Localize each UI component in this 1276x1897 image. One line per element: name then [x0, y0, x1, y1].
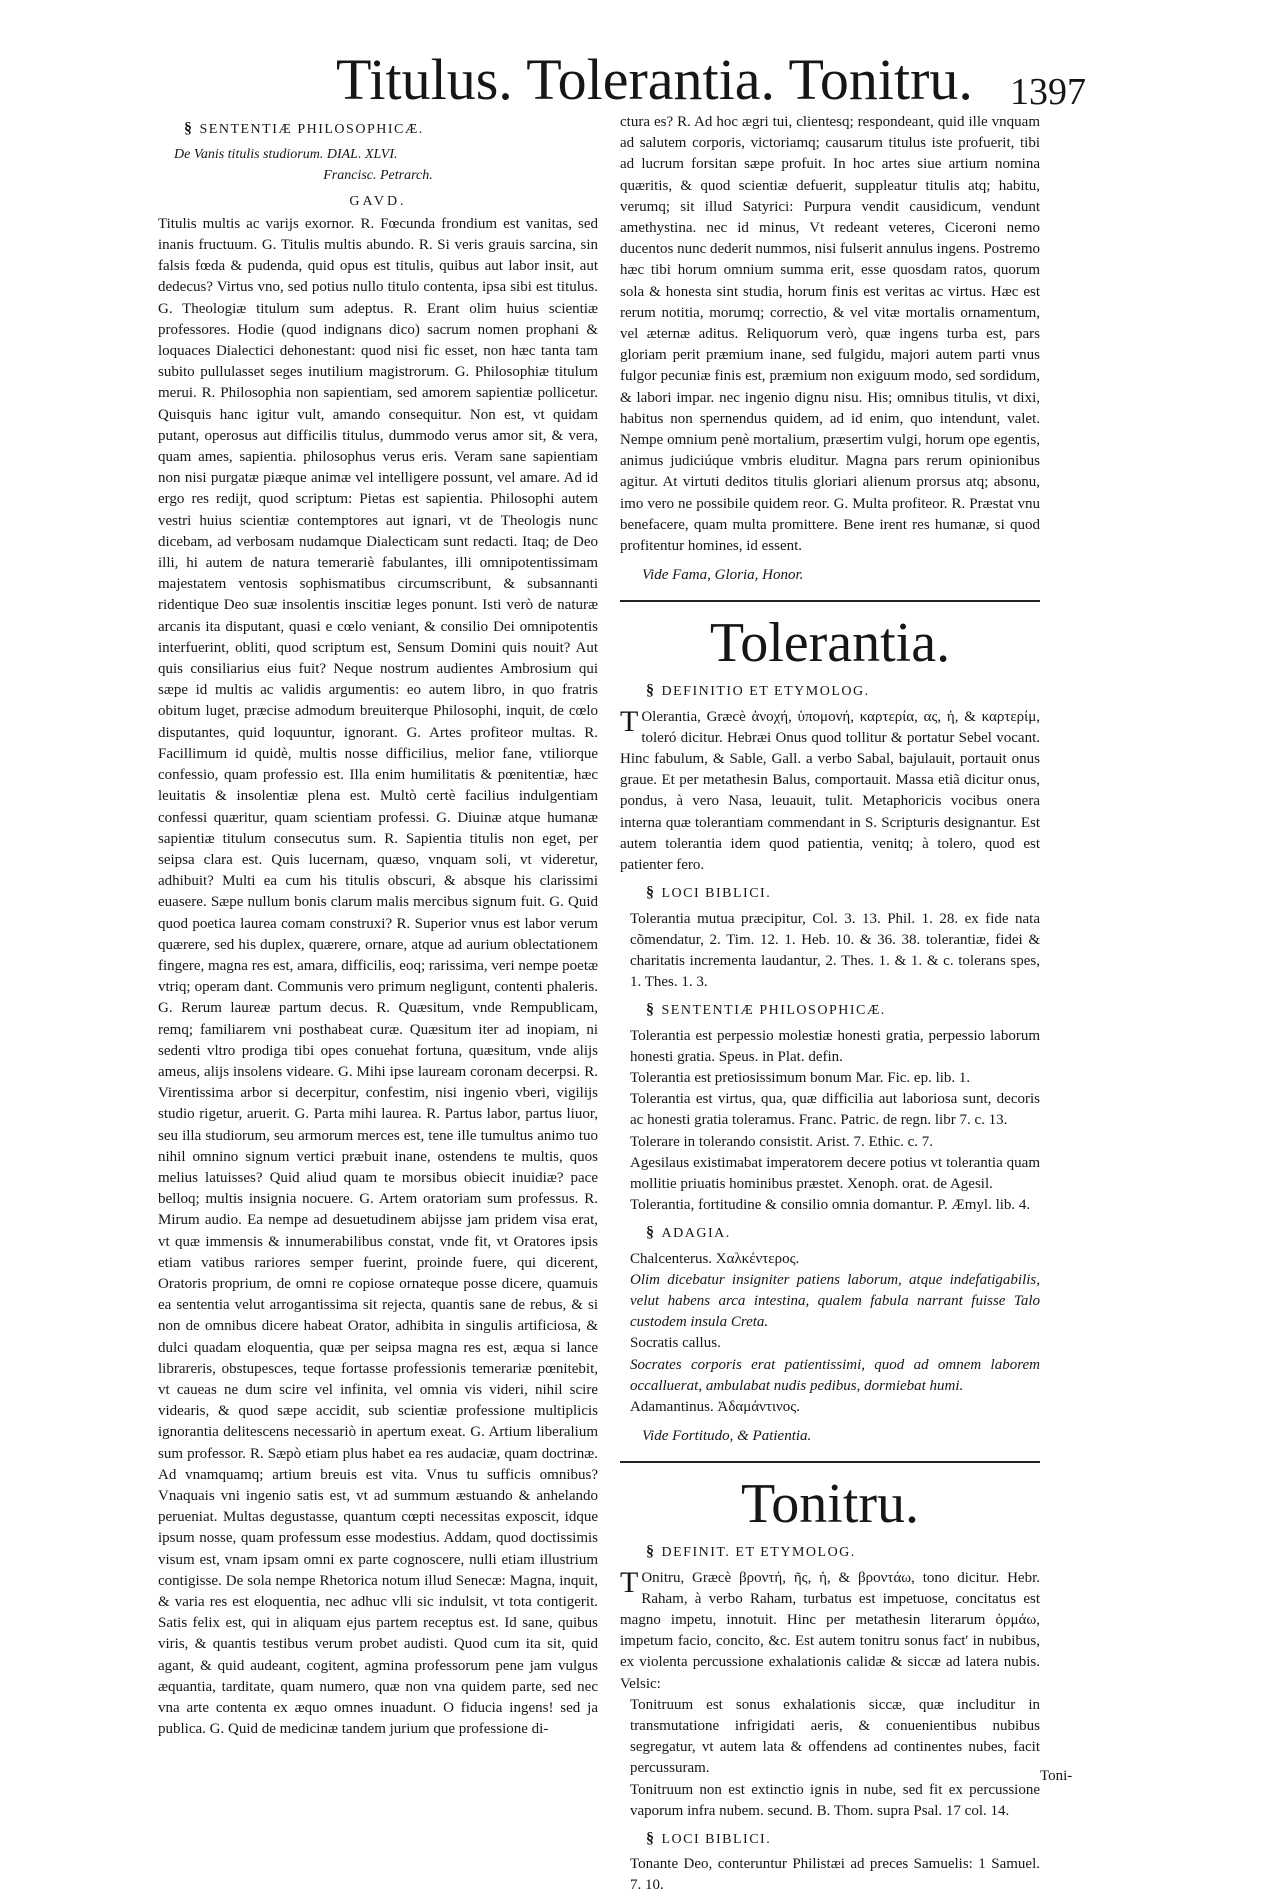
- page-number: 1397: [1010, 71, 1086, 113]
- section-heading-text: LOCI BIBLICI.: [661, 1832, 772, 1848]
- section-divider: [620, 600, 1040, 602]
- adage-entry: Adamantinus. Ἀδαμάντινος.: [630, 1398, 800, 1415]
- catchword: Toni-: [1040, 1768, 1073, 1784]
- sentence-entry: Tolerantia est perpessio molestiæ honesti gratia, perpessio laborum honesti gratia. Speus. in Plat. defin.: [630, 1027, 1040, 1065]
- section-heading-text: DEFINIT. ET ETYMOLOG.: [661, 1545, 856, 1561]
- definition-text: [620, 1565, 1040, 1695]
- section-heading: § ADAGIA.: [646, 1224, 731, 1242]
- sentence-entry: Tolerare in tolerando consistit. Arist. 7. Ethic. c. 7.: [630, 1133, 934, 1150]
- definition-body: Olerantia, Græcè ἀνοχή, ὑπομονή, καρτερία, ας, ἡ, & καρτερίμ, toleró dicitur. Hebræi Onus quod tollitur & portatur Sebel vocant. Hinc fabulum, & Sable, Gall. a verbo Sabal, bajulauit, portauit onus graue. Et per metathesin Balus, comportauit. Massa etiã dicitur onus, pondus, à vero Nasa, leuauit, tulit. Metaphoricis vocibus onera interna quæ tolerantiam commendant in S. Scripturis designantur. Est autem tolerantia idem quod patientia, venitq; à tolero, quod est patienter fero.: [620, 708, 1040, 874]
- entry-title-tonitru: Tonitru.: [740, 1473, 920, 1536]
- biblical-references: Tolerantia mutua præcipitur, Col. 3. 13. Phil. 1. 28. ex fide nata cõmendatur, 2. Tim. 12. 1. Heb. 10. & 36. 38. tolerantiæ, fidei & charitatis incrementa laudantur, 2. Thes. 1. & 1. & c. tolerans spes, 1. Thes. 1. 3.: [630, 910, 1040, 991]
- sentence-entry: Agesilaus existimabat imperatorem decere potius vt tolerantia quam mollitie priuatis hominibus præstet. Xenoph. orat. de Agesil.: [630, 1154, 1040, 1192]
- speaker-label: GAVD.: [349, 193, 407, 209]
- adage-entry: Chalcenterus. Χαλκέντερος.: [630, 1250, 800, 1267]
- left-column: [158, 112, 598, 1738]
- section-heading-text: LOCI BIBLICI.: [661, 886, 772, 902]
- see-also: Vide Fama, Gloria, Honor.: [642, 567, 804, 584]
- continuation-text: ctura es? R. Ad hoc ægri tui, clientesq; respondeant, quid ille vnquam ad salutem corporis, victoriamq; causarum titulus iste profuerit, tibi ad lucrum forsitan sæpe profuit. In hoc artes siue artium nomina quæritis, & quod scientiæ defuerit, suppleatur titulis atq; habitu, verumq; sit illud Satyrici: Purpura vendit causidicum, vendunt amethystina. nec id minus, Vt redeant veteres, Ciceroni nemo ducentos nunc dederit nummos, nisi fulserit annulus ingens. Postremo hæc tibi horum omnium summa erit, esse quosdam ratos, quorum sola & honesta sint studia, horum finis est veritas ac virtus. Hæc est rerum notitia, morumq; correctio, & vel vitæ mortalis ornamentum, vel æternæ aditus. Reliquorum verò, quæ ingens turba est, pars gloriam perit præmium inane, sed fulgidu, majori autem parti vnus fulgor pecuniæ finis est, præmium non exiguum modo, sed sordidum, & labori impar. nec ingenio dignu nisu. His; omnibus titulis, vt dixi, habitus non spernendus quidem, ad id enim, quo intendunt, valet. Nempe omnium penè mortalium, præsertim vulgi, horum ope egentis, animus judiciúque vmbris eluditur. Magna pars rerum opinionibus agitur. At virtuti deditos titulis gloriari alienum prorsus atq; absonu, imo vero ne possibile quidem reor. G. Multa profiteor. R. Præstat vnu benefacere, quam multa promittere. Bene irent res humanæ, si quod profitentur homines, id essent.: [620, 114, 1040, 555]
- section-heading: § SENTENTIÆ PHILOSOPHICÆ.: [646, 1001, 886, 1019]
- drop-cap: T: [620, 1565, 639, 1599]
- definition-entry: Tonitruum non est extinctio ignis in nube, sed fit ex percussione vaporum infra nubem. secund. B. Thom. supra Psal. 17 col. 14.: [630, 1781, 1040, 1819]
- sentence-entry: Tolerantia est pretiosissimum bonum Mar. Fic. ep. lib. 1.: [630, 1069, 971, 1086]
- definition-entry: Tonitruum est sonus exhalationis siccæ, quæ includitur in transmutatione infrigidati aeris, & conuenientibus nubibus segregatur, vt autem lata & offendens ad continentes nubes, facit percussuram.: [630, 1696, 1040, 1777]
- author: Francisc. Petrarch.: [323, 168, 433, 184]
- sentence-entry: Tolerantia, fortitudine & consilio omnia domantur. P. Æmyl. lib. 4.: [630, 1197, 1031, 1214]
- section-divider: [620, 1461, 1040, 1463]
- section-heading-text: SENTENTIÆ PHILOSOPHICÆ.: [661, 1003, 886, 1019]
- sentence-list: [620, 1026, 1040, 1217]
- adage-explanation: Olim dicebatur insigniter patiens laborum, atque indefatigabilis, velut habens arca intestina, qualem fabula narrant fuisse Talo custodem insula Creta.: [630, 1271, 1040, 1331]
- definition-body: Onitru, Græcè βροντή, ῆς, ἡ, & βροντάω, tono dicitur. Hebr. Raham, à verbo Raham, turbatus est impetuose, concitatus est magno impetu, innotuit. Hinc per metathesin literarum ὁρμάω, impetum facio, concito, &c. Est autem tonitru sonus fact' in nubibus, ex violenta percussione exhalationis calidæ & siccæ ad latera nubis. Velsic:: [620, 1569, 1040, 1692]
- section-heading-text: DEFINITIO ET ETYMOLOG.: [661, 684, 870, 700]
- section-heading: § DEFINIT. ET ETYMOLOG.: [646, 1543, 856, 1561]
- section-heading: § LOCI BIBLICI.: [646, 1830, 772, 1848]
- see-also: Vide Fortitudo, & Patientia.: [642, 1428, 812, 1445]
- biblical-references: Tonante Deo, conteruntur Philistæi ad preces Samuelis: 1 Samuel. 7. 10.: [630, 1856, 1040, 1894]
- sentence-entry: Tolerantia est virtus, qua, quæ difficilia aut laboriosa sunt, decoris ac honesti gratia toleramus. Franc. Patric. de regn. libr 7. c. 13.: [630, 1091, 1040, 1129]
- section-heading: § LOCI BIBLICI.: [646, 884, 772, 902]
- adage-entry: Socratis callus.: [630, 1335, 721, 1352]
- section-heading-text: ADAGIA.: [661, 1226, 731, 1242]
- adagia-list: [620, 1249, 1040, 1419]
- right-column: [620, 112, 1040, 1894]
- adage-explanation: Socrates corporis erat patientissimi, quod ad omnem laborem occalluerat, ambulabat nudis pedibus, dormiebat humi.: [630, 1356, 1040, 1394]
- running-title: Titulus. Tolerantia. Tonitru.: [336, 47, 973, 112]
- section-heading-text: SENTENTIÆ PHILOSOPHICÆ.: [199, 122, 424, 137]
- drop-cap: T: [620, 704, 639, 738]
- section-heading: § SENTENTIÆ PHILOSOPHICÆ.: [184, 120, 424, 137]
- dialog-title: De Vanis titulis studiorum. DIAL. XLVI.: [174, 147, 398, 163]
- definition-text: [620, 704, 1040, 877]
- entry-title-tolerantia: Tolerantia.: [709, 612, 951, 675]
- dialog-text: Titulis multis ac varijs exornor. R. Fœcunda frondium est vanitas, sed inanis fructuum. G. Titulis multis abundo. R. Si veris grauis sarcina, sin falsis fœda & pudenda, quid opus est titulis, quibus aut labor insit, aut dedecus? Virtus vno, sed potius nullo titulo contenta, ipsa sibi est titulus. G. Theologiæ titulum sum adeptus. R. Erant olim huius scientiæ professores. Hodie (quod indignans dico) sacrum nomen prophani & loquaces Dialectici dehonestant: quod nisi fic esset, non hæc tanta tam subito pullulasset seges inutilium magistrorum. G. Philosophiæ titulum merui. R. Philosophia non sapientiam, sed amorem sapientiæ pollicetur. Quisquis hanc igitur vult, amando consequitur. Non est, vt quidam putant, operosus aut difficilis titulus, dummodo verus amor sit, & vera, quam ames, sapientia. philosophus verus eris. Veram sane sapientiam non nisi purgatæ piæque animæ vel intelligere possunt, vel amare. Ad id ergo res redijt, quod scriptum: Pietas est sapientia. Philosophi autem vestri huius scientiæ contemptores aut ignari, vt de Theologis nunc dicebam, ad verbosam nudamque Dialecticam sunt redacti. Itaq; de Deo illi, hi autem de natura temerariè fabulantes, illi omnipotentissimam majestatem ventosis sophismatibus circumscribunt, & subsannanti ridentique Deo suæ insolentis inscitiæ leges ponunt. Isti verò de naturæ arcanis ita disputant, quasi e cœlo veniant, & consilio Dei omnipotentis interfuerint, obliti, quod scriptum est, Sensum Domini quis nouit? Aut quis consiliarius eius fuit? Neque nostrum audientes Ambrosium qui sæpe id multis ac validis argumentis: eo autem libro, in quo fratris obitum luget, præcise admodum breuiterque Philosophi, inquit, de cœlo disputantes, quid loquuntur, ignorant. G. Artes profiteor multas. R. Facillimum id quidè, multis nosse difficilius, melior fane, vtiliorque confessio, quam professio est. Illa enim humilitatis & pœnitentiæ, hæc leuitatis & insolentiæ plena est. Multò certè facilius indulgentiam confessi quæritur, quam scientiam professi. G. Diuinæ atque humanæ sapientiæ titulum consecutus sum. R. Sapientia titulis non eget, per seipsa clara est. Quis lucernam, quæso, vnquam soli, vt videretur, adhibuit? Multi ea cum his titulis obscuri, & absque his clarissimi euasere. Sæpe nullum bonis clarum malis mercibus signum fuit. G. Quid quod poetica laurea comam construxi? R. Superior vnus est labor verum quærere, sed his duplex, quærere, ornare, atque ad aurium oblectationem fingere, magna res est, amara, difficilis, eoq; rarissima, veri nempe poetæ vtriq; operam dant. Communis vero primum negligunt, contenti phaleris. G. Rerum laureæ partum decus. R. Quæsitum, vnde Rempublicam, remq; familiarem vni posthabeat curæ. Quæsitum iter ad inopiam, ni sedenti vltro prodiga tibi opes conuehat fortuna, quæsitum, vnde alijs ameus, alijs insolens videare. G. Mihi ipse lauream coronam decerpsi. R. Virentissima arbor si decerpitur, confestim, nisi ingenio vberi, vigilijs studio rigetur, aruerit. G. Parta mihi laurea. R. Partus labor, partus liuor, seu illa studiorum, seu armorum merces est, tene ille tumultus animo tuo nihil omnino signum vertici præbuit inane, ostendens te multis, quos melius latuisses? Quid aliud quam te morsibus obiecit inuidiæ? pace belloq; multis insignia nocuere. G. Artem oratoriam sum professus. R. Mirum audio. Ea nempe ad desuetudinem abijsse jam pridem visa erat, vt quæ immensis & innumerabilibus constat, vnde fit, vt Oratores ipsis etiam vatibus rariores semper fuerint, proinde fuere, qui dicerent, Oratoris proprium, de omni re copiose ornateque posse dicere, quamuis ea sententia velut arrogantissima sit rejecta, quantis sane de rebus, & si non de omnibus dicere habeat Orator, adhibita in singulis artificiosa, & dulci quadam eloquentia, quæ per seipsa magna res est, æqua si lance librareris, obstupesces, teque fortasse professionis temerariæ pœnitebit, vt caueas ne dum scire vel infinita, vel omnia vis videri, nihil scire videaris, & quod sæpe accidit, sub scientiæ professione multiplicis ignorantia delitescens necessariò in apertum exeat. G. Artium liberalium sum professor. R. Sæpò etiam plus habet ea res audaciæ, quam doctrinæ. Ad vnamquamq; artium breuis est vita. Vnus tu sufficis omnibus? Vnaquais vni ingenio satis est, vt ad summum æstuando & anhelando perueniat. Multas degustasse, quantum cœpti necessitas exposcit, idque ipsum nosse, quam professum esse modestius. Addam, quod doctissimis visum est, vnam ipsam omni ex parte cognoscere, nulli etiam illustrium contigisse. De sola nempe Rhetorica notum illud Senecæ: Magna, inquit, & varia res est eloquentia, nec adhuc vlli sic indulsit, vt tota contigerit. Satis felix est, qui in aliquam ejus partem receptus est. Id sane, quibus viris, & quantis testibus verum probet audisti. Quod cum ita sit, quid agant, & quid audeant, cogitent, agmina professorum pene jam vulgus æquantia, tarditate, quam numero, quæ non vna quidem parte, sed nec vna arte contenta ex æquo omnes inuadunt. O fiducia ingens! sed ja publica. G. Quid de medicinæ tandem jurium que professione di-: [158, 215, 598, 1738]
- section-heading: § DEFINITIO ET ETYMOLOG.: [646, 682, 870, 700]
